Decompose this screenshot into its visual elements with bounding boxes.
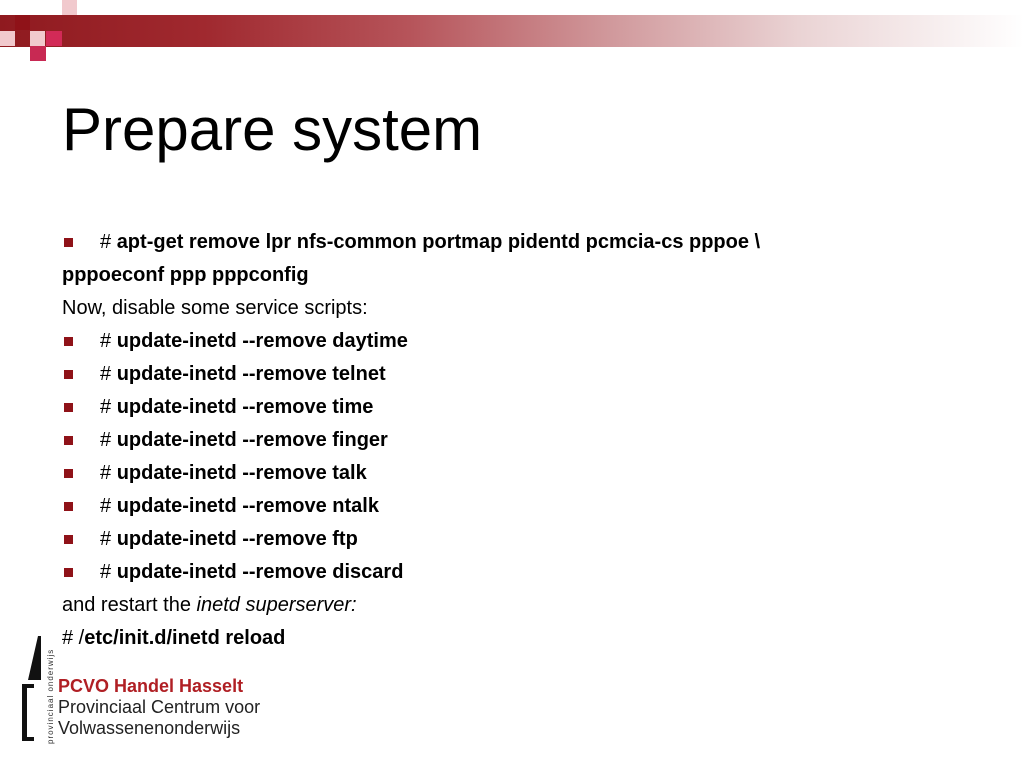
decor-square <box>30 46 46 61</box>
bullet-item <box>62 457 1002 490</box>
bullet-item <box>62 523 1002 556</box>
header-decor-band <box>0 15 1024 47</box>
command-text: etc/init.d/inetd reload <box>84 627 286 649</box>
prompt-prefix: # <box>100 429 117 451</box>
command-text: update-inetd --remove daytime <box>116 330 408 352</box>
command-text: update-inetd --remove discard <box>116 561 404 583</box>
prompt-prefix: # <box>100 462 117 484</box>
line-continuation: \ <box>748 231 761 253</box>
command-text: update-inetd --remove talk <box>116 462 367 484</box>
command-text: update-inetd --remove ftp <box>116 528 358 550</box>
prompt-prefix: # <box>100 495 117 517</box>
prompt-prefix: # <box>100 363 117 385</box>
decor-square <box>62 0 77 15</box>
square-bullet-icon <box>64 403 73 412</box>
prompt-prefix: # <box>100 561 117 583</box>
prompt-prefix: # <box>100 396 117 418</box>
bullet-item <box>62 226 1002 259</box>
decor-square <box>15 0 30 15</box>
command-text: update-inetd --remove telnet <box>116 363 386 385</box>
logo-line-2: Provinciaal Centrum voor <box>58 697 261 717</box>
bullet-item <box>62 490 1002 523</box>
square-bullet-icon <box>64 436 73 445</box>
command-text: apt-get remove lpr nfs-common portmap pidentd pcmcia-cs pppoe <box>116 231 749 253</box>
square-bullet-icon <box>64 568 73 577</box>
decor-square <box>0 0 15 15</box>
logo-brand: PCVO Handel Hasselt <box>58 676 244 696</box>
square-bullet-icon <box>64 337 73 346</box>
prompt-prefix: # / <box>62 627 85 649</box>
logo-line-3: Volwassenenonderwijs <box>58 718 241 738</box>
bullet-item <box>62 391 1002 424</box>
decor-square <box>46 31 62 46</box>
line-text: Now, disable some service scripts: <box>62 297 368 319</box>
prompt-prefix: # <box>100 231 117 253</box>
text-line <box>62 589 1002 622</box>
command-text: update-inetd --remove ntalk <box>116 495 379 517</box>
bullet-item <box>62 424 1002 457</box>
italic-text: inetd superserver: <box>196 594 357 616</box>
prompt-prefix: # <box>100 528 117 550</box>
text-line <box>62 259 1002 292</box>
line-text: and restart the <box>62 594 197 616</box>
square-bullet-icon <box>64 535 73 544</box>
square-bullet-icon <box>64 370 73 379</box>
bullet-item <box>62 556 1002 589</box>
text-line <box>62 292 1002 325</box>
slide-title: Prepare system <box>62 96 483 163</box>
command-text: update-inetd --remove finger <box>116 429 388 451</box>
decor-square <box>15 15 30 30</box>
logo-vertical-text: provinciaal onderwijs <box>46 648 55 744</box>
command-text: update-inetd --remove time <box>116 396 374 418</box>
decor-square <box>30 31 45 46</box>
school-logo <box>20 632 280 747</box>
command-text: pppoeconf ppp pppconfig <box>62 264 309 286</box>
bullet-item <box>62 358 1002 391</box>
slide-body <box>62 226 1002 655</box>
square-bullet-icon <box>64 238 73 247</box>
square-bullet-icon <box>64 502 73 511</box>
square-bullet-icon <box>64 469 73 478</box>
prompt-prefix: # <box>100 330 117 352</box>
bullet-item <box>62 325 1002 358</box>
decor-square <box>0 31 15 46</box>
